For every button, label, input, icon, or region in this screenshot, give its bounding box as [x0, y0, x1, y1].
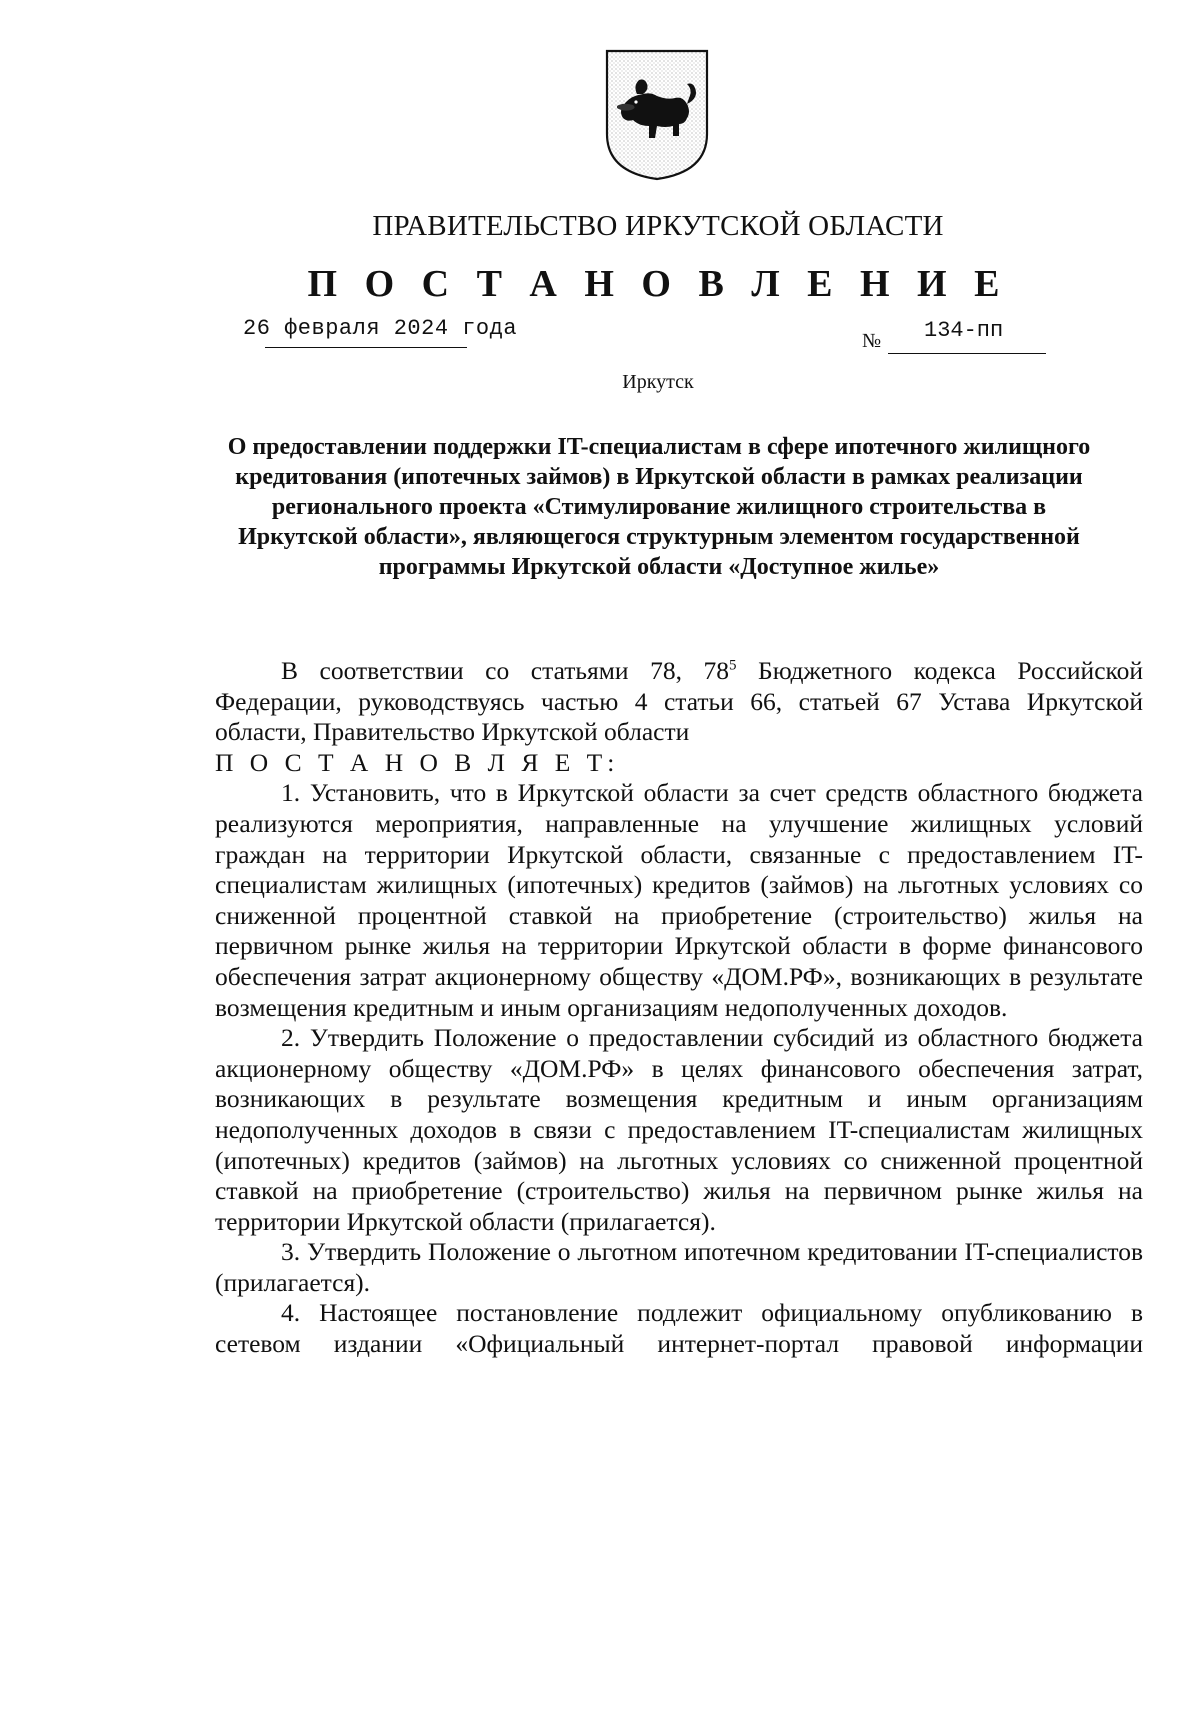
date-underline [265, 347, 467, 348]
item-paragraph-2: 2. Утвердить Положение о предоставлении субсидий из областного бюджета акционерному обществу «ДОМ.РФ» в целях финансового обеспечения затрат, возникающих в результате возмещения кредитным и иным организациям недополученных доходов в связи с предоставлением IT-специалистам жилищных (ипотечных) кредитов (займов) на льготных условиях со сниженной процентной ставкой на приобретение (строительство) жилья на первичном рынке жилья на территории Иркутской области (прилагается). [215, 1023, 1143, 1236]
decree-number: 134-пп [924, 318, 1004, 343]
number-sign: № [862, 330, 882, 352]
preamble-paragraph [215, 656, 1143, 748]
decree-date: 26 февраля 2024 года [243, 316, 518, 341]
item-paragraph-3: 3. Утвердить Положение о льготном ипотечном кредитовании IT-специалистов (прилагается). [215, 1237, 1143, 1297]
decree-subject: О предоставлении поддержки IT-специалистам в сфере ипотечного жилищного кредитования (ипотечных займов) в Иркутской области в рамках реализации регионального проекта «Стимулирование жилищного строительства в Иркутской области», являющегося структурным элементом государственной программы Иркутской области «Доступное жилье» [227, 434, 1091, 580]
item-paragraph-4: 4. Настоящее постановление подлежит официальному опубликованию в сетевом издании «Официальный интернет-портал правовой информации [215, 1298, 1143, 1359]
coat-of-arms-emblem [603, 48, 711, 182]
government-title: ПРАВИТЕЛЬСТВО ИРКУТСКОЙ ОБЛАСТИ [372, 210, 944, 242]
issue-city: Иркутск [622, 371, 694, 393]
decree-body [215, 656, 1143, 1360]
preamble-superscript: 5 [729, 657, 737, 674]
document-type-title: П О С Т А Н О В Л Е Н И Е [307, 263, 1009, 305]
preamble-text-end: Бюджетного кодекса Российской Федерации, руководствуясь частью 4 статьи 66, статьей 67 Устава Иркутской области, Правительство Иркутской области [215, 656, 1143, 747]
resolves-heading: П О С Т А Н О В Л Я Е Т: [215, 747, 620, 777]
item-paragraph-1: 1. Установить, что в Иркутской области за счет средств областного бюджета реализуются мероприятия, направленные на улучшение жилищных условий граждан на территории Иркутской области, связанные с предоставлением IT-специалистам жилищных (ипотечных) кредитов (займов) на льготных условиях со сниженной процентной ставкой на приобретение (строительство) жилья на первичном рынке жилья на территории Иркутской области в форме финансового обеспечения затрат акционерному обществу «ДОМ.РФ», возникающих в результате возмещения кредитным и иным организациям недополученных доходов. [215, 778, 1143, 1022]
preamble-text-start: В соответствии со статьями 78, 78 [281, 656, 729, 685]
number-underline [888, 353, 1046, 354]
